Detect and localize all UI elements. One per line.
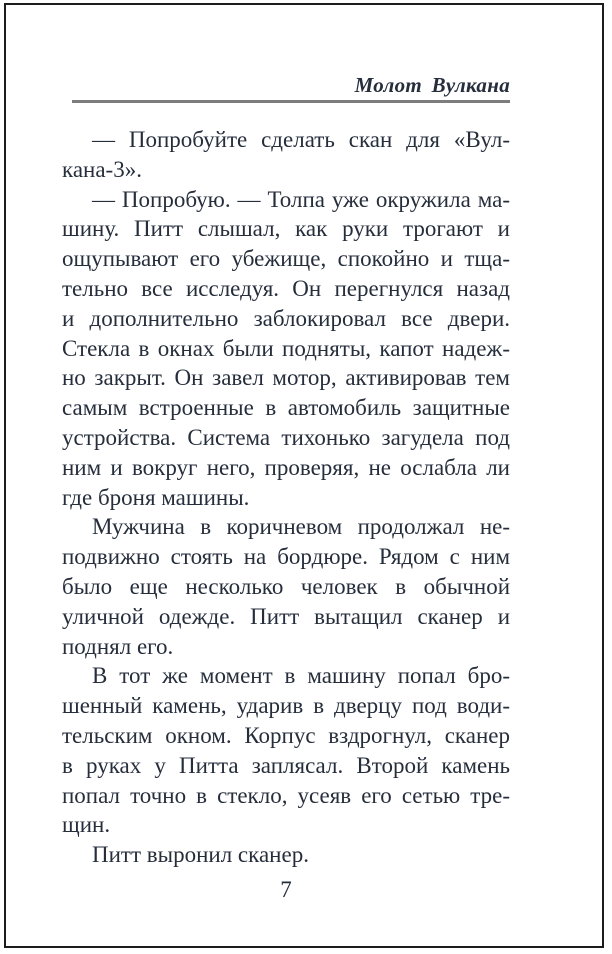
paragraph <box>62 840 510 870</box>
page-number: 7 <box>280 877 292 902</box>
text-line: ощупывают его убежище, спокойно и тща- <box>62 246 510 272</box>
paragraph <box>62 512 510 661</box>
text-line: поднял его. <box>62 633 174 659</box>
text-line: щин. <box>62 812 111 838</box>
paragraph <box>62 661 510 840</box>
text-line: Мужчина в коричневом продолжал не- <box>92 514 510 540</box>
text-line: было еще несколько человек в обычной <box>62 573 510 599</box>
text-line: самым встроенные в автомобиль защитные <box>62 395 510 421</box>
text-line: тельно все исследуя. Он перегнулся назад <box>62 275 510 301</box>
text-line: Стекла в окнах были подняты, капот надеж- <box>62 335 510 361</box>
text-line: уличной одежде. Питт вытащил сканер и <box>62 603 510 629</box>
text-line: где броня машины. <box>62 484 250 510</box>
paragraph <box>62 185 510 513</box>
text-line: но закрыт. Он завел мотор, активировав тем <box>62 365 510 391</box>
text-line: шенный камень, ударив в дверцу под води- <box>62 693 510 719</box>
text-line: — Попробуйте сделать скан для «Вул- <box>92 127 510 152</box>
text-line: попал точно в стекло, усеяв его сетью тре- <box>62 782 510 808</box>
text-line: устройства. Система тихонько загудела под <box>62 424 510 450</box>
text-line: ним и вокруг него, проверяя, не ослабла ли <box>62 454 510 480</box>
running-title: Молот Вулкана <box>354 73 510 97</box>
text-line: подвижно стоять на бордюре. Рядом с ним <box>62 544 510 570</box>
text-line: — Попробую. — Толпа уже окружила ма- <box>92 186 510 212</box>
body-text <box>62 125 510 870</box>
header-rule <box>72 100 510 103</box>
paragraph <box>62 125 510 185</box>
text-line: шину. Питт слышал, как руки трогают и <box>62 216 510 242</box>
text-line: тельским окном. Корпус вздрогнул, сканер <box>62 722 510 748</box>
text-line: Питт выронил сканер. <box>92 842 309 868</box>
text-line: и дополнительно заблокировал все двери. <box>62 305 510 331</box>
text-line: В тот же момент в машину попал бро- <box>92 663 510 689</box>
text-line: в руках у Питта заплясал. Второй камень <box>62 752 510 778</box>
text-line: кана-3». <box>62 156 142 182</box>
